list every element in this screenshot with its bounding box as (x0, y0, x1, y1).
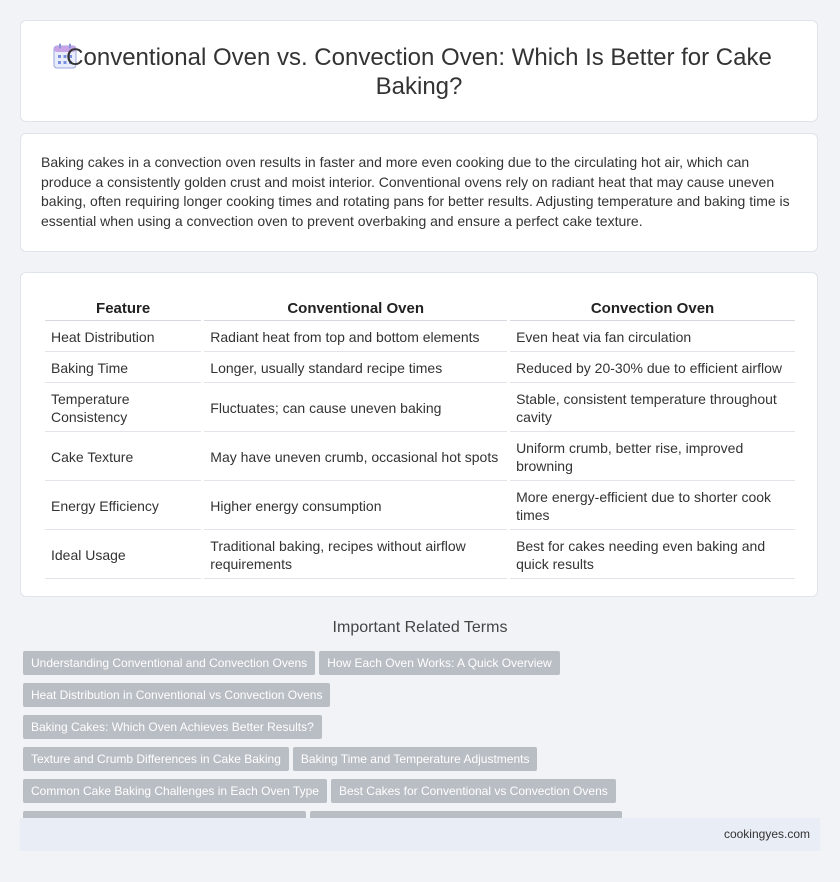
header-feature: Feature (45, 297, 201, 321)
conventional-cell: Longer, usually standard recipe times (204, 354, 507, 383)
related-terms-list (23, 651, 633, 843)
related-term-tag[interactable]: Heat Distribution in Conventional vs Convection Ovens (23, 683, 330, 707)
related-term-tag[interactable]: Baking Time and Temperature Adjustments (293, 747, 538, 771)
related-term-tag[interactable]: Baking Cakes: Which Oven Achieves Better Results? (23, 715, 322, 739)
related-term-tag[interactable]: Understanding Conventional and Convection Ovens (23, 651, 315, 675)
convection-cell: Best for cakes needing even baking and quick results (510, 532, 795, 579)
conventional-cell: May have uneven crumb, occasional hot spots (204, 434, 507, 481)
convection-cell: Uniform crumb, better rise, improved browning (510, 434, 795, 481)
related-terms-title: Important Related Terms (332, 619, 508, 636)
related-term-tag[interactable]: How Each Oven Works: A Quick Overview (319, 651, 560, 675)
feature-cell: Energy Efficiency (45, 483, 201, 530)
feature-cell: Ideal Usage (45, 532, 201, 579)
convection-cell: Stable, consistent temperature throughout cavity (510, 385, 795, 432)
feature-cell: Heat Distribution (45, 323, 201, 352)
related-term-tag[interactable]: Common Cake Baking Challenges in Each Oven Type (23, 779, 327, 803)
related-term-tag[interactable]: Best Cakes for Conventional vs Convection Ovens (331, 779, 616, 803)
conventional-cell: Radiant heat from top and bottom elements (204, 323, 507, 352)
table-row (45, 532, 795, 579)
conventional-cell: Fluctuates; can cause uneven baking (204, 385, 507, 432)
table-row (45, 385, 795, 432)
footer (20, 818, 820, 851)
header-convection: Convection Oven (510, 297, 795, 321)
title-card (20, 20, 818, 122)
table-row (45, 483, 795, 530)
convection-cell: Even heat via fan circulation (510, 323, 795, 352)
feature-cell: Baking Time (45, 354, 201, 383)
intro-paragraph: Baking cakes in a convection oven results in faster and more even cooking due to the circulating hot air, which can produce a consistently golden crust and moist interior. Conventional ovens rely on radiant heat that may cause uneven baking, often requiring longer cooking times and rotating pans for better results. Adjusting temperature and baking time is essential when using a convection oven to prevent overbaking and ensure a perfect cake texture. (41, 154, 790, 229)
feature-cell: Cake Texture (45, 434, 201, 481)
comparison-table-card (20, 272, 818, 597)
feature-cell: Temperature Consistency (45, 385, 201, 432)
convection-cell: More energy-efficient due to shorter cook times (510, 483, 795, 530)
related-term-tag[interactable]: Texture and Crumb Differences in Cake Baking (23, 747, 289, 771)
comparison-table (42, 295, 798, 581)
intro-card (20, 133, 818, 252)
convection-cell: Reduced by 20-30% due to efficient airflow (510, 354, 795, 383)
table-row (45, 354, 795, 383)
conventional-cell: Traditional baking, recipes without airflow requirements (204, 532, 507, 579)
page-title: Conventional Oven vs. Convection Oven: Which Is Better for Cake Baking? (66, 44, 772, 100)
conventional-cell: Higher energy consumption (204, 483, 507, 530)
table-row (45, 323, 795, 352)
header-conventional: Conventional Oven (204, 297, 507, 321)
table-row (45, 434, 795, 481)
footer-site-link[interactable]: cookingyes.com (723, 827, 810, 841)
table-header-row (45, 297, 795, 321)
